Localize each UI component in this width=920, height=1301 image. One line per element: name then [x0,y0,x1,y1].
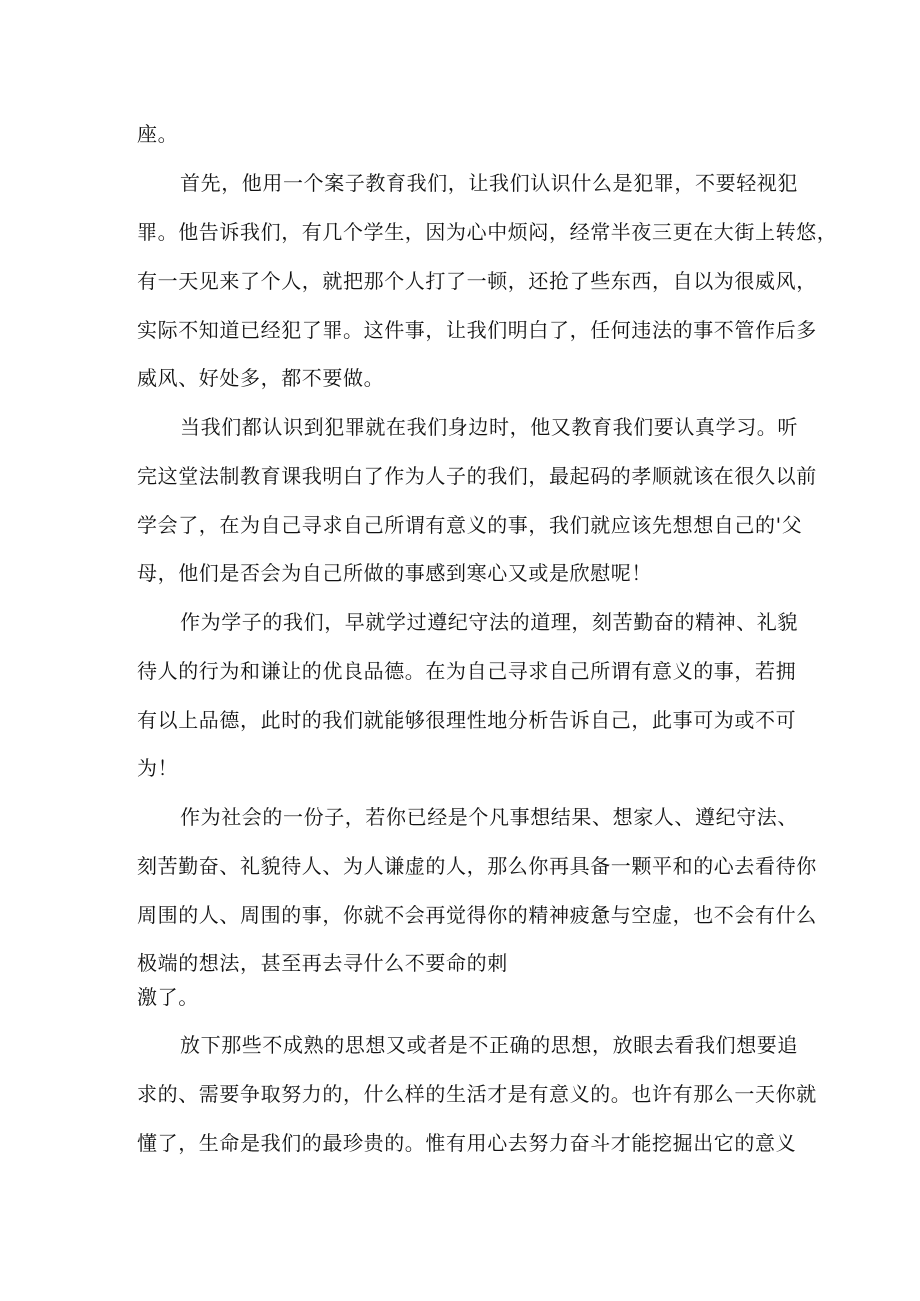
text-line: 作为社会的一份子，若你已经是个凡事想结果、想家人、遵纪守法、 [180,805,798,829]
text-line: 罪。他告诉我们，有几个学生，因为心中烦闷，经常半夜三更在大街上转悠， [137,220,838,244]
text-line: 懂了，生命是我们的最珍贵的。惟有用心去努力奋斗才能挖掘出它的意义 [137,1131,797,1155]
text-line: 完这堂法制教育课我明白了作为人子的我们，最起码的孝顺就该在很久以前 [137,464,817,488]
text-line: 周围的人、周围的事，你就不会再觉得你的精神疲惫与空虚，也不会有什么 [137,903,817,927]
text-line: 待人的行为和谦让的优良品德。在为自己寻求自己所谓有意义的事，若拥 [137,659,797,683]
text-line: 首先，他用一个案子教育我们，让我们认识什么是犯罪，不要轻视犯 [180,171,798,195]
text-line: 当我们都认识到犯罪就在我们身边时，他又教育我们要认真学习。听 [180,415,798,439]
text-line: 实际不知道已经犯了罪。这件事，让我们明白了，任何违法的事不管作后多 [137,318,817,342]
text-line: 威风、好处多，都不要做。 [137,366,385,390]
text-line: 极端的想法，甚至再去寻什么不要命的刺 [137,951,508,975]
text-line: 有一天见来了个人，就把那个人打了一顿，还抢了些东西，自以为很威风， [137,269,817,293]
text-line: 作为学子的我们，早就学过遵纪守法的道理，刻苦勤奋的精神、礼貌 [180,610,798,634]
text-line: 座。 [137,122,179,146]
text-line: 有以上品德，此时的我们就能够很理性地分析告诉自己，此事可为或不可 [137,708,797,732]
text-line: 为！ [137,756,179,780]
text-line: 求的、需要争取努力的，什么样的生活才是有意义的。也许有那么一天你就 [137,1082,817,1106]
text-line: 母，他们是否会为自己所做的事感到寒心又或是欣慰呢！ [137,561,652,585]
text-line: 学会了，在为自己寻求自己所谓有意义的事，我们就应该先想想自己的'父 [137,513,803,537]
text-line: 激了。 [137,985,199,1009]
text-line: 刻苦勤奋、礼貌待人、为人谦虚的人，那么你再具备一颗平和的心去看待你 [137,854,817,878]
text-line: 放下那些不成熟的思想又或者是不正确的思想，放眼去看我们想要追 [180,1033,798,1057]
